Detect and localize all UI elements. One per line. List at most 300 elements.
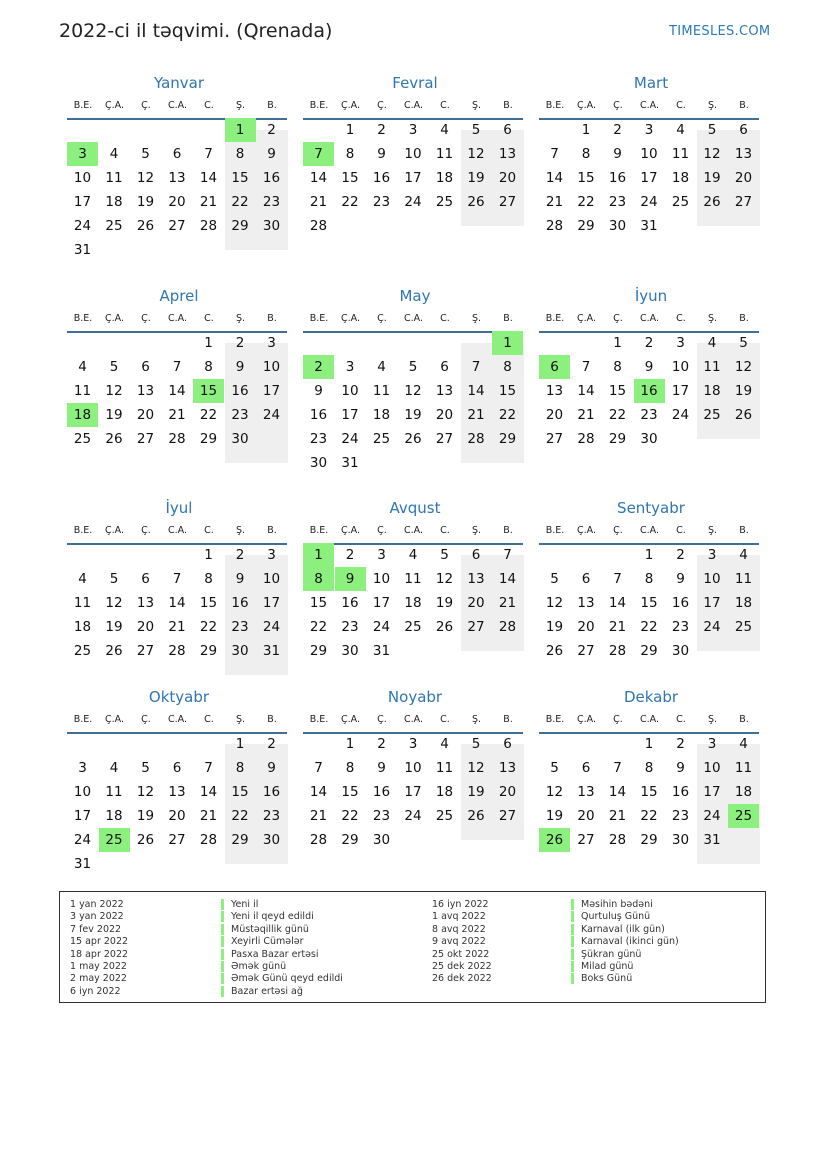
day-cell: 28 — [608, 832, 627, 848]
weekday-label: Ş. — [235, 100, 246, 111]
day-cell: 4 — [408, 547, 418, 563]
day-cell: 17 — [404, 170, 422, 186]
day-cell: 13 — [168, 784, 186, 800]
month-name: Sentyabr — [617, 499, 685, 517]
weekday-label: B. — [503, 100, 513, 111]
day-cell: 16 — [309, 407, 328, 423]
weekday-label: Ç.A. — [104, 313, 124, 324]
day-cell: 2 — [613, 122, 622, 138]
day-cell: 28 — [199, 832, 218, 848]
day-cell: 15 — [640, 595, 658, 611]
day-cell: 7 — [613, 760, 622, 776]
day-cell: 23 — [309, 431, 328, 447]
day-cell: 11 — [73, 595, 92, 611]
day-cell: 2 — [267, 122, 276, 138]
month-i̇yul — [67, 499, 291, 689]
day-cell: 22 — [199, 407, 218, 423]
day-cell: 20 — [498, 784, 517, 800]
day-cell: 16 — [671, 784, 690, 800]
weekday-label: C. — [676, 714, 686, 725]
weekday-label: B.E. — [73, 100, 93, 111]
day-cell: 10 — [404, 146, 422, 162]
day-cell: 12 — [136, 170, 155, 186]
day-cell: 16 — [231, 595, 249, 611]
day-cell: 25 — [73, 431, 92, 447]
holiday-legend — [59, 891, 766, 1003]
day-cell: 12 — [467, 760, 485, 776]
day-cell: 31 — [703, 832, 721, 848]
day-cell: 30 — [231, 643, 249, 659]
day-cell: 18 — [73, 619, 92, 635]
day-cell: 15 — [577, 170, 595, 186]
weekday-label: Ş. — [235, 313, 246, 324]
day-cell: 17 — [73, 808, 92, 824]
day-cell: 17 — [262, 383, 281, 399]
day-cell: 3 — [78, 760, 87, 776]
day-cell: 16 — [231, 383, 249, 399]
holiday-day-cell: 3 — [67, 142, 98, 166]
legend-holiday-name: Yeni il qeyd edildi — [221, 911, 314, 922]
day-cell: 2 — [676, 736, 685, 752]
month-avqust — [303, 499, 527, 689]
day-cell: 7 — [581, 359, 591, 375]
day-cell: 5 — [440, 547, 449, 563]
day-cell: 24 — [262, 619, 281, 635]
day-cell: 27 — [734, 194, 753, 210]
day-cell: 23 — [372, 194, 391, 210]
weekday-label: C. — [676, 313, 686, 324]
day-cell: 28 — [498, 619, 517, 635]
day-cell: 1 — [345, 122, 355, 138]
day-cell: 17 — [404, 784, 422, 800]
day-cell: 18 — [435, 170, 454, 186]
legend-holiday-name: Məsihin bədəni — [571, 899, 653, 910]
day-cell: 9 — [676, 571, 685, 587]
day-cell: 3 — [267, 335, 276, 351]
day-cell: 26 — [734, 407, 753, 423]
day-cell: 3 — [267, 547, 276, 563]
day-cell: 27 — [168, 218, 186, 234]
weekday-label: Ç.A. — [104, 525, 124, 536]
day-cell: 17 — [671, 383, 690, 399]
weekday-label: Ç.A. — [104, 100, 124, 111]
day-cell: 11 — [73, 383, 92, 399]
day-cell: 18 — [734, 595, 753, 611]
day-cell: 26 — [404, 431, 422, 447]
weekday-label: C. — [204, 714, 214, 725]
day-cell: 24 — [404, 194, 422, 210]
day-cell: 17 — [703, 595, 721, 611]
day-cell: 14 — [168, 383, 186, 399]
legend-date: 25 okt 2022 — [432, 948, 490, 960]
day-cell: 30 — [640, 431, 658, 447]
legend-date: 1 avq 2022 — [432, 911, 486, 923]
day-cell: 19 — [467, 784, 485, 800]
weekday-label: Ç.A. — [576, 714, 596, 725]
day-cell: 7 — [613, 571, 622, 587]
legend-date: 7 fev 2022 — [70, 923, 122, 935]
holiday-day-cell: 1 — [492, 331, 523, 355]
day-cell: 21 — [309, 194, 328, 210]
day-cell: 18 — [105, 808, 123, 824]
weekday-label: B.E. — [545, 100, 565, 111]
day-cell: 8 — [235, 760, 245, 776]
day-cell: 20 — [577, 808, 595, 824]
day-cell: 29 — [608, 431, 627, 447]
day-cell: 13 — [168, 170, 186, 186]
day-cell: 10 — [671, 359, 690, 375]
day-cell: 9 — [235, 571, 245, 587]
legend-date: 1 yan 2022 — [70, 899, 124, 910]
holiday-day-cell: 25 — [728, 804, 759, 828]
day-cell: 14 — [309, 784, 328, 800]
weekday-label: Ç. — [613, 313, 623, 324]
month-name: Fevral — [392, 74, 438, 92]
day-cell: 14 — [577, 383, 595, 399]
day-cell: 12 — [136, 784, 155, 800]
day-cell: 23 — [640, 407, 658, 423]
day-cell: 8 — [581, 146, 591, 162]
holiday-day-cell: 25 — [99, 828, 130, 852]
weekday-label: Ç. — [377, 100, 387, 111]
weekday-label: Ç.A. — [576, 525, 596, 536]
day-cell: 29 — [231, 832, 249, 848]
day-cell: 22 — [577, 194, 595, 210]
legend-date: 6 iyn 2022 — [70, 985, 121, 997]
day-cell: 24 — [640, 194, 658, 210]
day-cell: 19 — [545, 619, 564, 635]
day-cell: 11 — [105, 784, 123, 800]
day-cell: 13 — [467, 571, 485, 587]
day-cell: 28 — [309, 218, 328, 234]
weekday-label: B. — [739, 313, 749, 324]
day-cell: 20 — [734, 170, 753, 186]
page-title: 2022-ci il təqvimi. (Qrenada) — [59, 20, 333, 42]
day-cell: 28 — [199, 218, 218, 234]
day-cell: 22 — [498, 407, 517, 423]
weekday-label: C. — [676, 100, 686, 111]
weekday-label: B. — [739, 100, 749, 111]
day-cell: 8 — [503, 359, 512, 375]
day-cell: 3 — [345, 359, 355, 375]
day-cell: 6 — [141, 571, 150, 587]
day-cell: 1 — [644, 736, 654, 752]
day-cell: 24 — [703, 808, 721, 824]
day-cell: 3 — [707, 547, 717, 563]
weekday-label: Ş. — [707, 525, 718, 536]
day-cell: 3 — [644, 122, 654, 138]
day-cell: 1 — [644, 547, 654, 563]
legend-holiday-name: Boks Günü — [571, 973, 632, 984]
weekday-label: C.A. — [639, 714, 659, 725]
weekday-label: C.A. — [167, 100, 187, 111]
weekday-label: B. — [267, 313, 277, 324]
weekday-label: B. — [739, 525, 749, 536]
day-cell: 14 — [199, 784, 218, 800]
day-cell: 22 — [608, 407, 627, 423]
weekday-label: Ç. — [141, 100, 151, 111]
day-cell: 15 — [309, 595, 328, 611]
weekday-label: Ç. — [141, 525, 151, 536]
day-cell: 19 — [105, 619, 123, 635]
legend-holiday-name: Karnaval (ikinci gün) — [571, 936, 679, 947]
day-cell: 27 — [545, 431, 564, 447]
day-cell: 17 — [703, 784, 721, 800]
day-cell: 15 — [231, 784, 249, 800]
weekday-header — [539, 100, 763, 112]
weekday-label: B. — [503, 313, 513, 324]
day-cell: 26 — [136, 832, 155, 848]
day-cell: 29 — [640, 832, 658, 848]
month-name: May — [399, 287, 431, 305]
day-cell: 20 — [136, 407, 155, 423]
day-cell: 9 — [613, 146, 622, 162]
weekday-label: C.A. — [639, 100, 659, 111]
day-cell: 31 — [341, 455, 359, 471]
day-cell: 22 — [231, 808, 249, 824]
day-cell: 26 — [105, 643, 123, 659]
weekday-label: B.E. — [545, 313, 565, 324]
day-cell: 29 — [309, 643, 328, 659]
weekday-label: C.A. — [403, 100, 423, 111]
weekday-label: B. — [267, 714, 277, 725]
weekday-label: Ç.A. — [340, 714, 360, 725]
day-cell: 11 — [734, 571, 753, 587]
day-cell: 25 — [372, 431, 391, 447]
weekday-label: Ç. — [377, 313, 387, 324]
day-cell: 29 — [640, 643, 658, 659]
day-cell: 17 — [73, 194, 92, 210]
day-cell: 6 — [471, 547, 481, 563]
holiday-day-cell: 16 — [634, 379, 665, 403]
day-cell: 1 — [613, 335, 622, 351]
day-cell: 5 — [408, 359, 418, 375]
day-cell: 20 — [577, 619, 595, 635]
day-cell: 27 — [577, 643, 595, 659]
day-cell: 12 — [404, 383, 422, 399]
day-cell: 2 — [644, 335, 654, 351]
weekday-label: Ç. — [141, 313, 151, 324]
day-cell: 21 — [608, 619, 627, 635]
day-cell: 29 — [199, 643, 218, 659]
day-cell: 16 — [262, 784, 281, 800]
day-cell: 7 — [314, 760, 323, 776]
day-cell: 4 — [109, 760, 119, 776]
day-cell: 14 — [199, 170, 218, 186]
day-cell: 31 — [73, 856, 92, 872]
day-cell: 16 — [671, 595, 690, 611]
legend-date: 2 may 2022 — [70, 973, 127, 985]
day-cell: 3 — [707, 736, 717, 752]
weekday-label: B.E. — [73, 313, 93, 324]
weekday-label: B.E. — [545, 714, 565, 725]
day-cell: 26 — [136, 218, 155, 234]
day-cell: 14 — [309, 170, 328, 186]
day-cell: 20 — [136, 619, 155, 635]
day-cell: 27 — [435, 431, 454, 447]
day-cell: 8 — [235, 146, 245, 162]
day-cell: 29 — [341, 832, 359, 848]
day-cell: 27 — [136, 431, 155, 447]
day-cell: 13 — [136, 595, 155, 611]
day-cell: 5 — [471, 122, 481, 138]
weekday-header — [67, 313, 291, 325]
day-cell: 26 — [545, 643, 564, 659]
weekday-label: Ç.A. — [340, 525, 360, 536]
day-cell: 13 — [577, 595, 595, 611]
day-cell: 21 — [168, 619, 186, 635]
weekday-label: Ç. — [377, 714, 387, 725]
day-cell: 23 — [231, 407, 249, 423]
day-cell: 13 — [545, 383, 564, 399]
legend-holiday-name: Qurtuluş Günü — [571, 911, 650, 922]
day-cell: 1 — [581, 122, 591, 138]
weekday-label: Ç. — [141, 714, 151, 725]
month-dekabr — [539, 688, 763, 878]
day-cell: 11 — [105, 170, 123, 186]
month-yanvar — [67, 74, 291, 264]
day-cell: 30 — [671, 643, 690, 659]
day-cell: 24 — [404, 808, 422, 824]
month-name: İyun — [634, 287, 668, 305]
day-cell: 12 — [734, 359, 753, 375]
day-cell: 22 — [341, 194, 359, 210]
day-cell: 20 — [435, 407, 454, 423]
day-cell: 14 — [168, 595, 186, 611]
month-mart — [539, 74, 763, 264]
day-cell: 11 — [734, 760, 753, 776]
weekday-label: B.E. — [309, 714, 329, 725]
holiday-day-cell: 26 — [539, 828, 570, 852]
day-cell: 1 — [235, 736, 245, 752]
day-cell: 20 — [168, 194, 186, 210]
month-name: Oktyabr — [148, 688, 210, 706]
day-cell: 6 — [172, 146, 182, 162]
day-cell: 9 — [377, 146, 386, 162]
holiday-day-cell: 15 — [193, 379, 224, 403]
day-cell: 4 — [109, 146, 119, 162]
day-cell: 5 — [550, 571, 559, 587]
day-cell: 6 — [503, 736, 512, 752]
legend-holiday-name: Karnaval (ilk gün) — [571, 924, 665, 935]
day-cell: 15 — [199, 595, 218, 611]
day-cell: 19 — [435, 595, 454, 611]
day-cell: 24 — [73, 832, 92, 848]
brand-link[interactable]: TIMESLES.COM — [669, 24, 771, 39]
day-cell: 17 — [341, 407, 359, 423]
day-cell: 26 — [703, 194, 721, 210]
day-cell: 9 — [267, 146, 276, 162]
day-cell: 9 — [676, 760, 685, 776]
weekday-label: Ş. — [707, 100, 718, 111]
day-cell: 25 — [435, 194, 454, 210]
day-cell: 21 — [577, 407, 595, 423]
weekday-label: C. — [440, 714, 450, 725]
day-cell: 19 — [404, 407, 422, 423]
holiday-day-cell: 7 — [303, 142, 334, 166]
day-cell: 7 — [503, 547, 512, 563]
day-cell: 3 — [408, 122, 418, 138]
day-cell: 16 — [372, 784, 391, 800]
day-cell: 8 — [204, 359, 213, 375]
day-cell: 18 — [105, 194, 123, 210]
weekday-label: Ş. — [235, 525, 246, 536]
weekday-label: B.E. — [309, 313, 329, 324]
day-cell: 28 — [168, 431, 186, 447]
day-cell: 10 — [640, 146, 658, 162]
weekday-label: C.A. — [403, 313, 423, 324]
day-cell: 27 — [498, 808, 517, 824]
month-name: Aprel — [159, 287, 199, 305]
legend-date: 15 apr 2022 — [70, 936, 129, 948]
holiday-day-cell: 8 — [303, 567, 334, 591]
day-cell: 30 — [231, 431, 249, 447]
weekday-label: Ş. — [235, 714, 246, 725]
day-cell: 6 — [581, 760, 591, 776]
weekday-label: B.E. — [309, 525, 329, 536]
day-cell: 22 — [341, 808, 359, 824]
day-cell: 15 — [231, 170, 249, 186]
weekday-label: Ş. — [707, 313, 718, 324]
day-cell: 26 — [467, 808, 485, 824]
weekday-label: Ç.A. — [340, 313, 360, 324]
day-cell: 11 — [372, 383, 391, 399]
month-sentyabr — [539, 499, 763, 689]
weekday-header — [67, 100, 291, 112]
weekday-label: Ş. — [707, 714, 718, 725]
day-cell: 10 — [703, 571, 721, 587]
day-cell: 28 — [168, 643, 186, 659]
day-cell: 6 — [440, 359, 449, 375]
day-cell: 4 — [78, 571, 87, 587]
day-cell: 2 — [235, 547, 245, 563]
day-cell: 10 — [73, 170, 92, 186]
legend-date: 18 apr 2022 — [70, 948, 129, 960]
day-cell: 9 — [644, 359, 654, 375]
day-cell: 4 — [440, 122, 449, 138]
day-cell: 16 — [608, 170, 627, 186]
day-cell: 21 — [309, 808, 328, 824]
day-cell: 21 — [467, 407, 485, 423]
day-cell: 6 — [581, 571, 591, 587]
day-cell: 22 — [199, 619, 218, 635]
weekday-header — [303, 313, 527, 325]
day-cell: 17 — [372, 595, 391, 611]
day-cell: 7 — [550, 146, 559, 162]
day-cell: 7 — [172, 571, 182, 587]
day-cell: 16 — [341, 595, 359, 611]
weekday-label: Ş. — [471, 525, 482, 536]
day-cell: 22 — [231, 194, 249, 210]
day-cell: 12 — [105, 595, 123, 611]
legend-date: 1 may 2022 — [70, 961, 127, 972]
day-cell: 4 — [707, 335, 717, 351]
holiday-day-cell: 1 — [303, 543, 334, 567]
weekday-label: C. — [440, 525, 450, 536]
day-cell: 8 — [345, 146, 355, 162]
day-cell: 4 — [377, 359, 386, 375]
weekday-label: Ç.A. — [576, 313, 596, 324]
day-cell: 10 — [341, 383, 359, 399]
day-cell: 21 — [199, 808, 218, 824]
day-cell: 23 — [671, 619, 690, 635]
day-cell: 2 — [345, 547, 355, 563]
legend-holiday-name: Əmək Günü qeyd edildi — [221, 973, 343, 984]
month-may — [303, 287, 527, 477]
month-i̇yun — [539, 287, 763, 477]
month-noyabr — [303, 688, 527, 878]
day-cell: 19 — [105, 407, 123, 423]
